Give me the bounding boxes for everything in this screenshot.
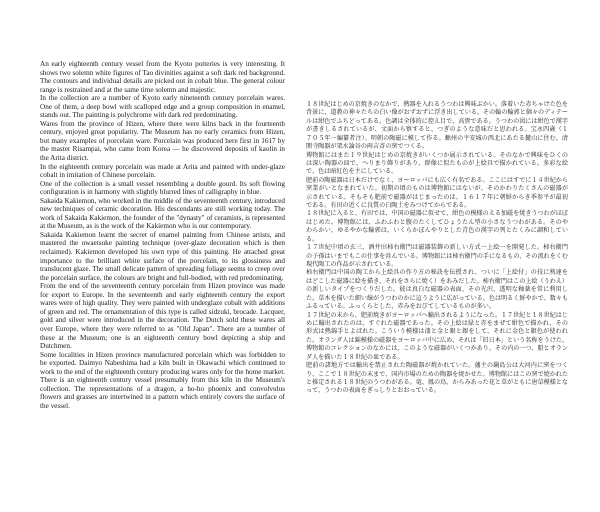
english-paragraph: Sakaida Kakiemon learnt the secret of enamel painting from Chinese artists, and mastered the uwaetsuke painting technique (over-glaze decoration which is then reclaimed). Kakiemon developed his own type of this painting. He attached great importance to the brilliant white surface of the porcelain, to its glossiness and translucent glaze. The small delicate pattern of spreading foliage seems to creep over the porcelain surface, the colours are bright and full-bodied, with red predominating. (40, 230, 285, 282)
english-paragraph: In the collection are a number of Kyoto early nineteenth century porcelain wares. One of them, a deep bowl with scalloped edge and a group composition in enamel, stands out. The painting is polychrome with dark red predominating. (40, 94, 285, 120)
japanese-paragraph: １８世紀に入ると、有田では、中国の磁器に似せて、紺色の模様のえる加磁を焼きうつわがほぼはじめた。博物館には、ふわふわと腹のたくしてひょうたん型の小さなうつわがある。そのやわらかい、ゆるやかな輪郭は、いくらかぼんやりとした青色の漢字の列とたくみに調和している。 (306, 210, 568, 243)
english-paragraph: An early eighteenth century vessel from the Kyoto potteries is very interesting. It shows two solemn white figures of Tao divinities against a soft dark red background. The contours and individual details are picked out in cobalt blue. The general colour range is restrained and at the same time solemn and majestic. (40, 60, 285, 94)
english-paragraph: Wares from the province of Hizen, where there were kilns back in the fourteenth century, enjoyed great popularity. The Museum has no early ceramics from Hizen, but many examples of porcelain ware. Porcelain was produced here first in 1617 by the master Risampai, who came from Korea — he discovered deposits of kaolin in the Arita district. (40, 119, 285, 163)
english-paragraph: Sakaida Kakiemon, who worked in the middle of the seventeenth century, introduced new techniques of ceramic decoration. His descendants are still working today. The work of Sakaida Kakiemon, the founder of the "dynasty" of ceramists, is represented at the Museum, as is the work of the Kakiemon who is our contemporary. (40, 196, 285, 231)
english-text-column (40, 60, 285, 410)
japanese-paragraph: １７世紀の末から、肥前焼きがヨーロッパへ輸出されるようになった。１７世紀と１８世紀はじめに輸出されたのは、すぐれた磁器であった。その上絵は緑と赤をまぜて紺色で描かれ、その形式は熱錦手とよばれた。こういう模様は漆と金と銀と銀をして、それに金色と銀色が使われた。オランダ人は錦模様の磁器をヨーロッパ中に広め、それは「旧日本」という名称をうけた。博物館のコレクションのなかには、このような磁器がいくつかあり、その内の一つ、船とオランダ人を描いた１８世紀の皿である。 (306, 311, 568, 361)
english-paragraph: From the end of the seventeenth century porcelain from Hizen province was made for export to Europe. In the seventeenth and early eighteenth century the export wares were of high quality. They were painted with underglaze cobalt with additions of green and red. The ornamentation of this type is called sidzuki, brocade. Lacquer, gold and silver were introduced in the decoration. The Dutch sold these wares all over Europe, where they were referred to as "Old Japan". There are a number of these at the Museum; one is an eighteenth century bowl depicting a ship and Dutchmen. (40, 282, 285, 351)
english-paragraph: Some localities in Hizen province manufactured porcelain which was forbidden to be exported. Daimyo Nabeshima had a kiln built in Okawachi which continued to work to the end of the eighteenth century producing wares only for the home market. There is an eighteenth century vessel presumably from this kiln in the Museum's collection. The representations of a dragon, a ho-ho phoenix and convolvulus flowers and grasses are intertwined in a pattern which entirely covers the surface of the vessel. (40, 350, 285, 410)
english-paragraph: In the eighteenth century porcelain was made at Arita and painted with under-glaze cobalt in imitation of Chinese porcelain. (40, 162, 285, 180)
japanese-paragraph: 博物館にはまた１９世紀はじめの京焼きがいくつか展示されている。そのなかで興味をひくのは深い陶器の皿で、へりまり飾りがあり、群像に似たものが上絵具で描かれている。多彩な絵で、色は暗紅色を主にしている。 (306, 151, 568, 176)
english-paragraph: One of the collection is a small vessel resembling a double gourd. Its soft flowing configuration is in harmony with slightly blurred lines of calligraphy in blue. (40, 179, 285, 197)
japanese-paragraph: 肥前の陶磁器は日本だけでなく、ヨーロッパにも広く有名である。ここにはすでに１４世紀から窯業がいとなまれていた。初期の頃のものは博物館にはないが、そのかわりたくさんの磁器が示されている。そもそも肥前で磁器がはじまったのは、１６１７年に朝鮮からき季参平が最初である。有田の近くに良質の白陶土をみつけてからである。 (306, 176, 568, 210)
japanese-paragraph: １８世紀はじめの京焼きのなかで、熱器を入れるうつわは興味ぶかい。落着いた赤ちゃけた色を背景に、道教の神々たちの白い像がおずおずに浮き出している。その輪の輪郭と個々のディテールは紺色でふちどってある。色調は全体的に控え目で、高貴である。うつわの図には紺色で漢字が書きしるされているが、文面から察すると、つぎのような意味だと思われる。宝永四歳（１７０５年一編纂者注）。明朝の陶磁に模して作る。蝋州の平安城の西北にあたる麓山に住む。清閑寺陶器が架水論谷の両吉斉の窯でつくる。 (306, 101, 568, 151)
japanese-paragraph: １７世紀中頃の玄三、酒井田柿右衛門は磁器装飾の新しい方式一上絵一を開発した。柿右衛門の子孫はいまでもこの仕事を営んでいる。博物館には柿右衛門の手になるもの、その流れをくむ現代陶工の作品が示されている。 (306, 244, 568, 269)
japanese-paragraph: 肥前の諸地方では輸出を禁止された陶磁器が焼かれていた。藩主の鍋島公は大河内に窯をつくり、ここで１８世紀の末まで、国内市場のための陶器を焼かせた。博物館にはこの窯で焼かれたと推定される１８世紀のうつわがある。竜、鳳の鳥、からみあった花と草がともに唐草模様となって、うつわの表面をぎっしりとおおっている。 (306, 362, 568, 395)
japanese-paragraph: 柿右衛門は中国の陶工から上絵具の作り方の秘訣を伝授され、ついに「上絵付」の技に熟達をはどこした磁器に絵を描き、それをさらに焼く）をあみだした。柿右衛門はこの上絵（うわえ）の新しいタイプをつくりだした。彼は真白な磁器の表面、その光沢、透明な釉薬を常に利用した。草木を描いた細い線がうつわのかに這うように広がっている。色は明るく鮮やかで、数々もふるっている。ふっくらとした、赤みをおびてしているものが多い。 (306, 269, 568, 311)
japanese-text-column (306, 101, 568, 396)
